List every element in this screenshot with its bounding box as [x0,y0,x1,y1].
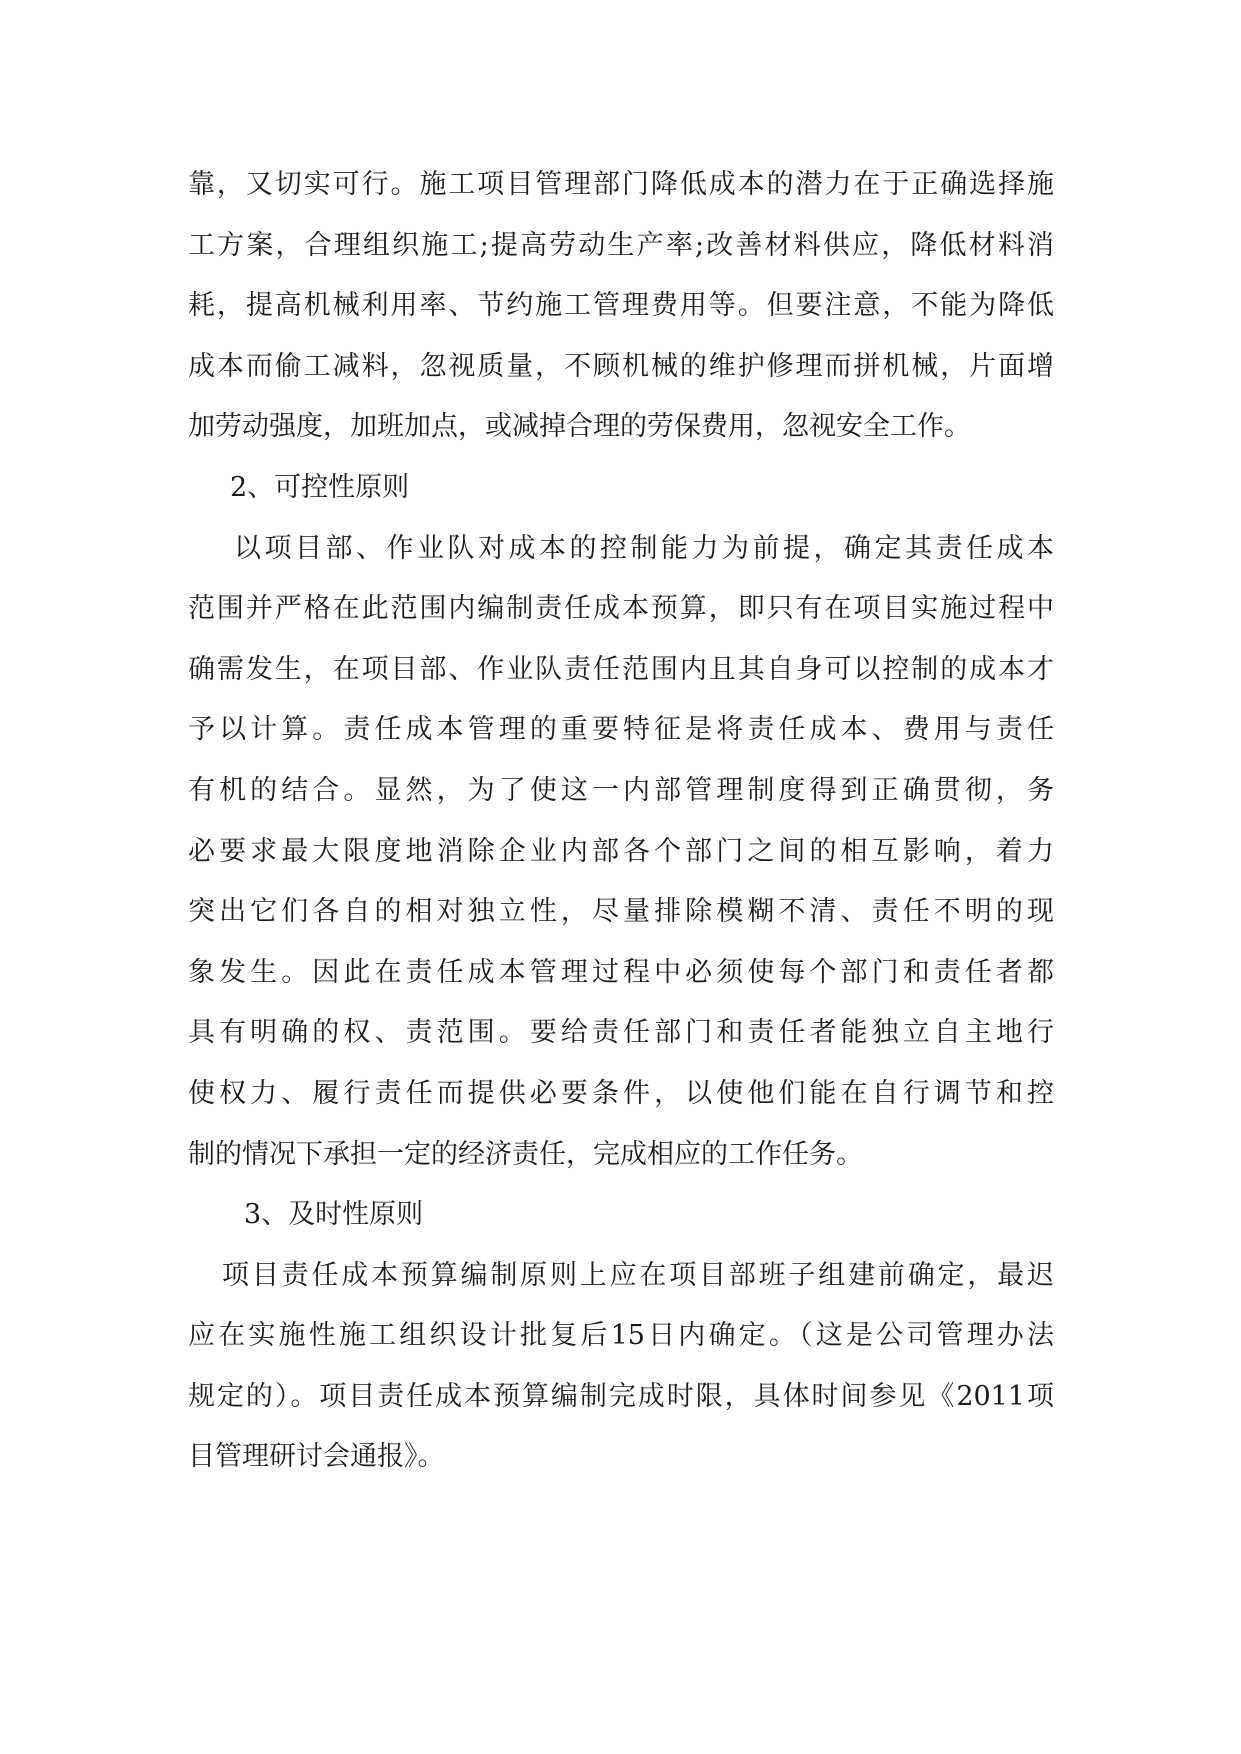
paragraph-line: 以项目部、作业队对成本的控制能力为前提，确定其责任成本 [234,532,1054,564]
paragraph-line: 制的情况下承担一定的经济责任，完成相应的工作任务。 [188,1138,863,1170]
section-heading-timeliness: 3、及时性原则 [244,1199,424,1231]
paragraph-line: 成本而偷工减料，忽视质量，不顾机械的维护修理而拼机械，片面增 [188,350,1054,382]
paragraph-line: 耗，提高机械利用率、节约施工管理费用等。但要注意，不能为降低 [188,290,1054,322]
paragraph-line: 项目责任成本预算编制原则上应在项目部班子组建前确定，最迟 [222,1259,1054,1291]
paragraph-line: 使权力、履行责任而提供必要条件，以使他们能在自行调节和控 [188,1077,1054,1109]
paragraph-line: 规定的）。项目责任成本预算编制完成时限，具体时间参见《2011项 [188,1380,1054,1412]
paragraph-line: 加劳动强度，加班加点，或减掉合理的劳保费用，忽视安全工作。 [188,411,971,443]
paragraph-line: 突出它们各自的相对独立性，尽量排除模糊不清、责任不明的现 [188,896,1054,928]
paragraph-line: 范围并严格在此范围内编制责任成本预算，即只有在项目实施过程中 [188,593,1054,625]
paragraph-line: 象发生。因此在责任成本管理过程中必须使每个部门和责任者都 [188,956,1054,988]
paragraph-line: 工方案，合理组织施工;提高劳动生产率;改善材料供应，降低材料消 [188,229,1054,261]
paragraph-line: 目管理研讨会通报》。 [188,1441,445,1473]
paragraph-line: 予以计算。责任成本管理的重要特征是将责任成本、费用与责任 [188,714,1054,746]
section-heading-controllability: 2、可控性原则 [230,471,410,503]
paragraph-line: 靠，又切实可行。施工项目管理部门降低成本的潜力在于正确选择施 [188,169,1054,200]
paragraph-line: 应在实施性施工组织设计批复后15日内确定。（这是公司管理办法 [188,1320,1054,1352]
paragraph-line: 具有明确的权、责范围。要给责任部门和责任者能独立自主地行 [188,1017,1054,1049]
paragraph-line: 有机的结合。显然，为了使这一内部管理制度得到正确贯彻，务 [188,774,1054,806]
paragraph-line: 确需发生，在项目部、作业队责任范围内且其自身可以控制的成本才 [188,653,1054,685]
paragraph-line: 必要求最大限度地消除企业内部各个部门之间的相互影响，着力 [188,835,1054,867]
document-page [188,155,1054,1488]
